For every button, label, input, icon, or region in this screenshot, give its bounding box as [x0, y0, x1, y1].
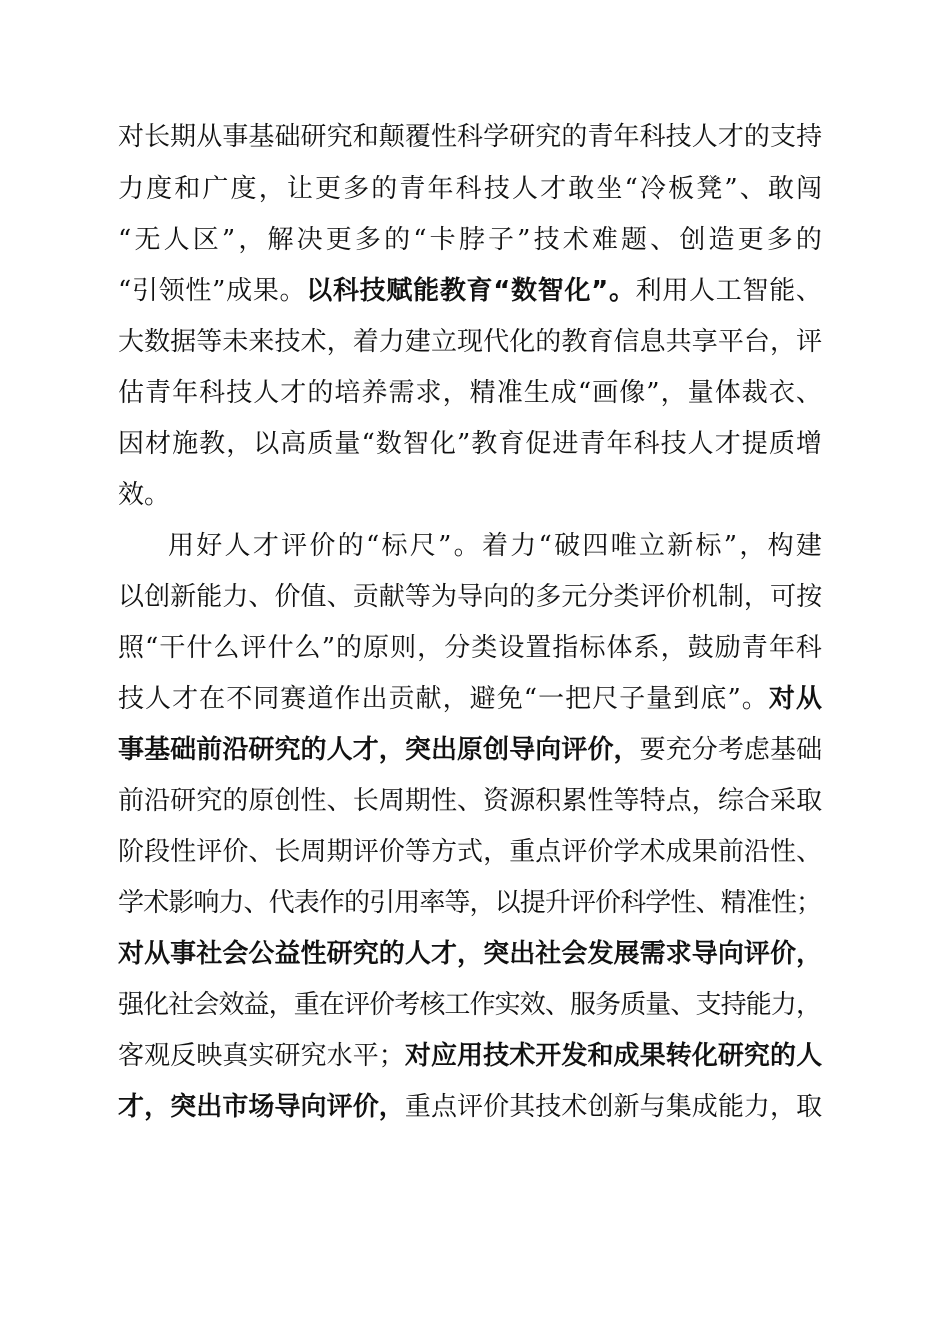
text-span: 估青年科技人才的培养需求，精准生成“画像”，量体裁衣、 [118, 378, 823, 408]
text-span: 重点评价其技术创新与集成能力，取 [404, 1092, 823, 1122]
text-span: 学术影响力、代表作的引用率等，以提升评价科学性、精准性； [118, 888, 822, 918]
text-line [118, 929, 822, 979]
text-line [118, 112, 822, 162]
bold-text-span: 事基础前沿研究的人才，突出原创导向评价， [118, 735, 640, 765]
text-span: 以创新能力、价值、贡献等为导向的多元分类评价机制，可按 [118, 582, 823, 612]
text-span: 利用人工智能、 [635, 276, 823, 306]
text-span: 强化社会效益，重在评价考核工作实效、服务质量、支持能力， [118, 990, 822, 1020]
text-line [118, 419, 823, 469]
bold-text-span: 才，突出市场导向评价， [118, 1092, 405, 1122]
text-span: 对长期从事基础研究和颠覆性科学研究的青年科技人才的支持 [118, 122, 823, 152]
text-span: 前沿研究的原创性、长周期性、资源积累性等特点，综合采取 [118, 786, 823, 816]
text-span: 客观反映真实研究水平； [118, 1041, 405, 1071]
text-line [118, 164, 824, 214]
text-line [118, 623, 823, 673]
text-span: “引领性”成果。 [118, 276, 307, 306]
text-span: “无人区”，解决更多的“卡脖子”技术难题、创造更多的 [118, 225, 826, 255]
text-line [118, 827, 822, 877]
text-line [168, 521, 824, 571]
text-span: 因材施教，以高质量“数智化”教育促进青年科技人才提质增 [118, 429, 823, 459]
bold-text-span: 对应用技术开发和成果转化研究的人 [404, 1041, 823, 1071]
text-line [118, 776, 822, 826]
text-span: 用好人才评价的“标尺”。着力“破四唯立新标”，构建 [168, 531, 825, 561]
text-span: 要充分考虑基础 [639, 735, 823, 765]
bold-text-span: 对从事社会公益性研究的人才，突出社会发展需求导向评价， [118, 939, 823, 969]
text-span: 照“干什么评什么”的原则，分类设置指标体系，鼓励青年科 [118, 633, 823, 663]
text-line [118, 725, 822, 775]
text-span: 效。 [118, 480, 171, 510]
text-line [118, 572, 822, 622]
text-line [118, 266, 823, 316]
text-line [118, 980, 821, 1030]
text-line [118, 368, 823, 418]
text-span: 大数据等未来技术，着力建立现代化的教育信息共享平台，评 [118, 327, 823, 357]
text-line [118, 215, 825, 265]
text-line [118, 1031, 822, 1081]
text-line [118, 1082, 822, 1132]
text-span: 阶段性评价、长周期评价等方式，重点评价学术成果前沿性、 [118, 837, 823, 867]
text-span: 技人才在不同赛道作出贡献，避免“一把尺子量到底”。 [118, 684, 769, 714]
bold-text-span: 对从 [768, 684, 823, 714]
text-line [118, 470, 170, 520]
text-line [118, 317, 822, 367]
text-span: 力度和广度，让更多的青年科技人才敢坐“冷板凳”、敢闯 [118, 174, 825, 204]
text-line [118, 674, 823, 724]
text-line [118, 878, 821, 928]
bold-text-span: 以科技赋能教育“数智化”。 [306, 276, 636, 306]
